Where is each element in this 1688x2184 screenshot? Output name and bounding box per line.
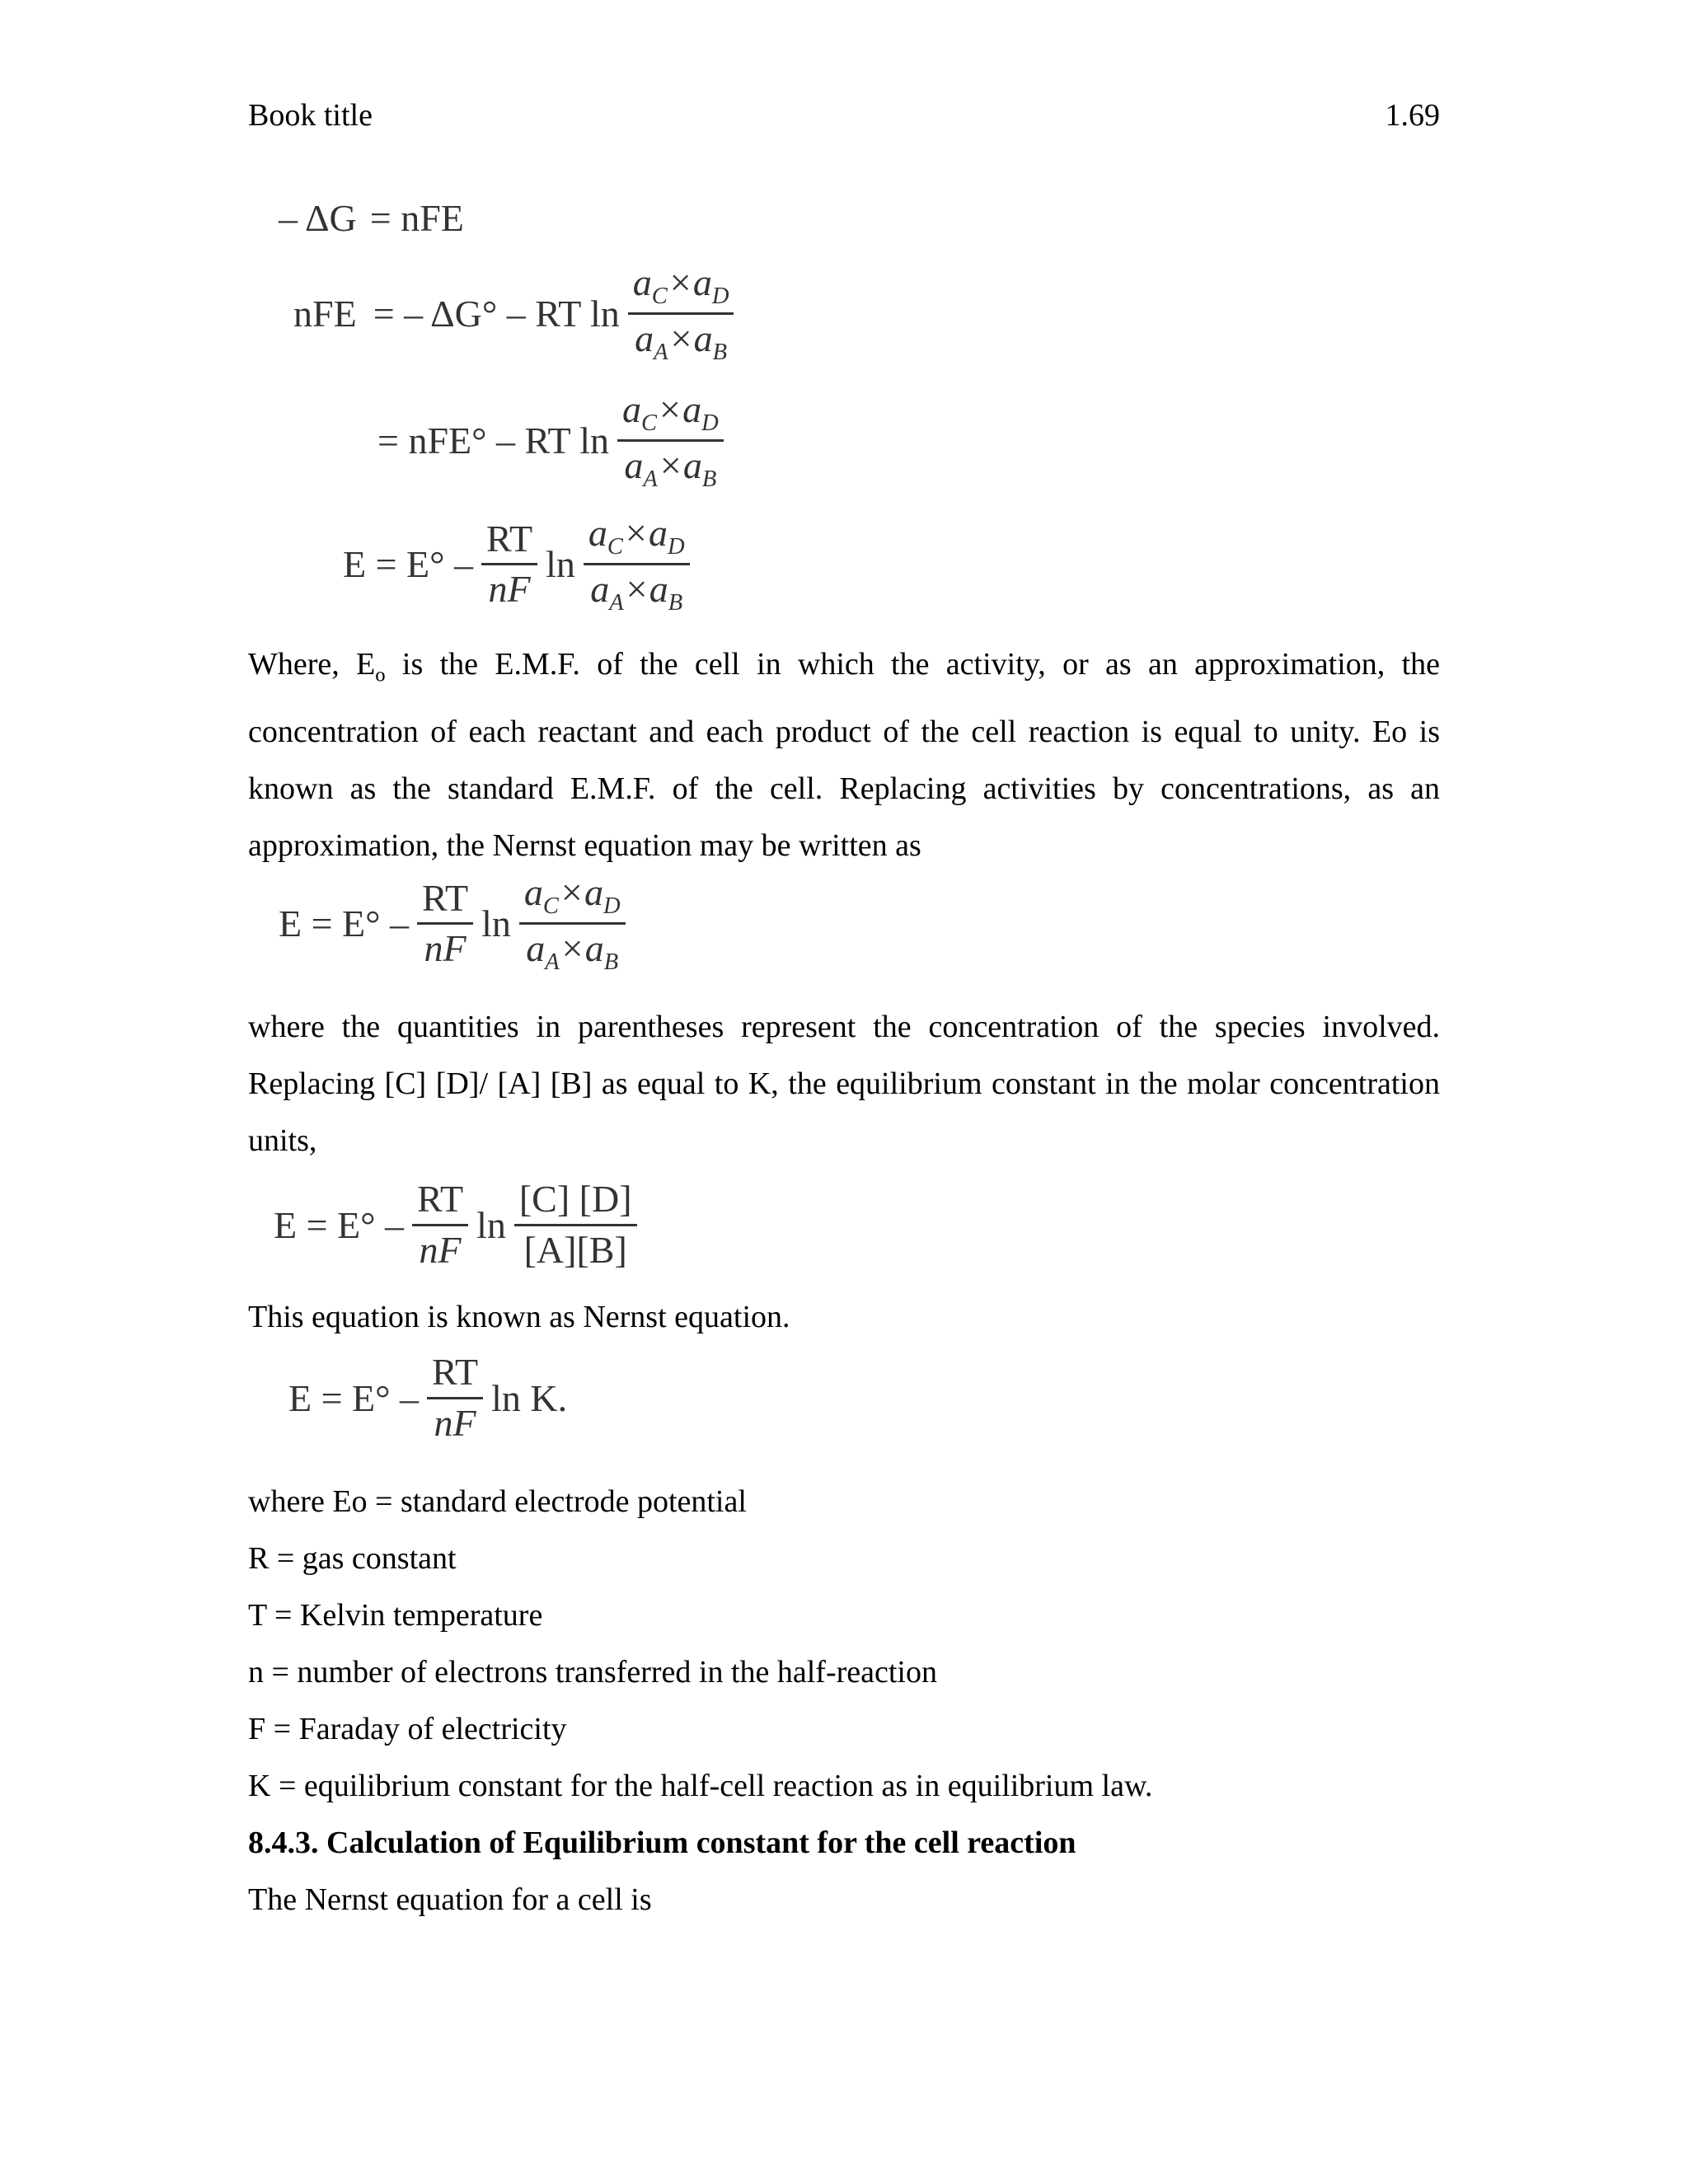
p1-sub: o [375,663,386,687]
definition-r: R = gas constant [248,1541,457,1576]
eq4-ln: ln [546,543,575,586]
equation-delta-g [279,196,464,240]
eq4-lhs: E = E° – [343,543,474,586]
eq2-rhs: = – ΔG° – RT ln [373,293,620,335]
eq1-lhs: – ΔG [279,197,357,239]
activity-fraction: $\frac{a_C\times a_D}{a_A\times a_B}$ [519,872,626,976]
eq6-ln: ln [476,1203,506,1246]
nernst-statement: This equation is known as Nernst equation. [248,1300,790,1334]
equation-nfe-standard [377,389,732,493]
rt-over-nf: $\frac{RT}{nF}$ [481,518,537,611]
definition-t: T = Kelvin temperature [248,1598,543,1633]
definition-f: F = Faraday of electricity [248,1712,567,1746]
concentration-fraction: $\frac{[C] [D]}{[A][B]}$ [514,1179,637,1271]
nernst-cell-intro: The Nernst equation for a cell is [248,1882,652,1917]
eq5-ln: ln [481,902,511,945]
equation-e-activity-2 [279,872,634,976]
equation-nfe [293,262,742,366]
eq1-rhs: = nFE [369,197,464,239]
rt-over-nf: $\frac{RT}{nF}$ [417,878,473,970]
eq2-lhs: nFE [293,293,357,335]
eq7-tail: ln K. [491,1376,568,1419]
activity-fraction: $\frac{a_C\times a_D}{a_A\times a_B}$ [584,513,690,616]
eq5-lhs: E = E° – [279,902,410,945]
definition-n: n = number of electrons transferred in the half-reaction [248,1655,937,1690]
eq7-lhs: E = E° – [288,1376,420,1419]
definition-k: K = equilibrium constant for the half-cell reaction as in equilibrium law. [248,1769,1153,1803]
definition-eo: where Eo = standard electrode potential [248,1484,747,1519]
eq6-lhs: E = E° – [274,1203,405,1246]
activity-fraction: $\frac{a_C\times a_D}{a_A\times a_B}$ [617,389,724,493]
equation-e-ln-k [288,1352,567,1444]
paragraph-concentration: where the quantities in parentheses represent the concentration of the species involved. Replacing [C] [D]/ [A] [B] as equal to K, the equilibrium constant in the molar concentration units, [248,1010,1440,1158]
paragraph-emf-definition [248,636,1440,874]
book-title: Book title [248,98,373,133]
rt-over-nf: $\frac{RT}{nF}$ [427,1352,483,1444]
p1-start: Where, E [248,647,376,682]
page-number: 1.69 [1385,98,1440,133]
section-heading: 8.4.3. Calculation of Equilibrium constant for the cell reaction [248,1825,1076,1860]
p1-rest: is the E.M.F. of the cell in which the activity, or as an approximation, the concentration of each reactant and each product of the cell reaction is equal to unity. Eo is known as the standard E.M.F. of the cell. Replacing activities by concentrations, as an approximation, the Nernst equation may be written as [248,647,1440,863]
activity-fraction: $\frac{a_C\times a_D}{a_A\times a_B}$ [628,262,734,366]
equation-e-activity-1 [343,513,698,616]
eq3-rhs: = nFE° – RT ln [377,419,609,462]
rt-over-nf: $\frac{RT}{nF}$ [412,1179,468,1271]
equation-e-concentration [274,1179,645,1271]
